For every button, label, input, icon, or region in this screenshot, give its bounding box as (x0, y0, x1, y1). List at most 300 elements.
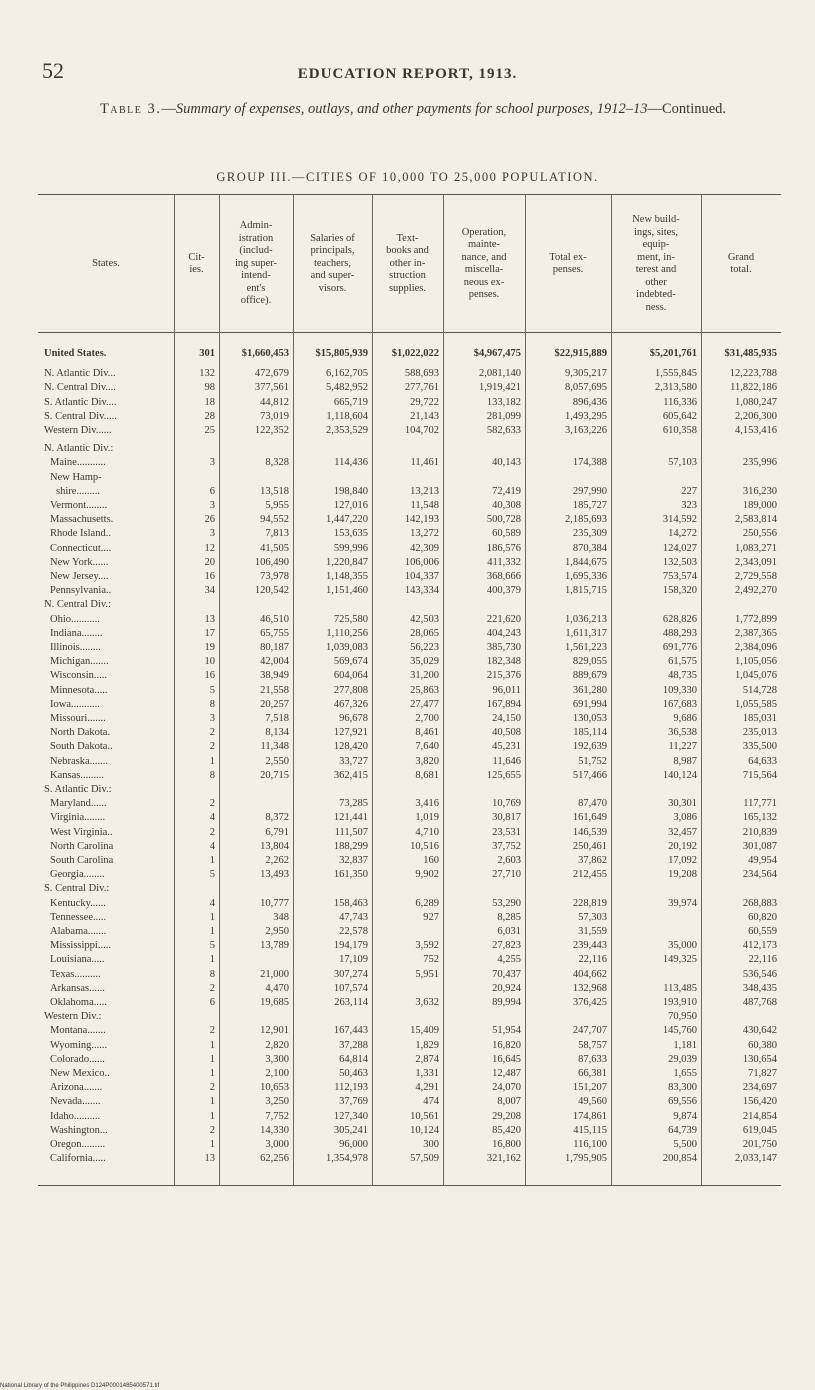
cell-total-expenses: 212,455 (572, 869, 607, 881)
table-row (38, 442, 781, 455)
cell-total-expenses: 517,466 (572, 769, 607, 781)
cell-new-buildings: 109,330 (662, 684, 697, 696)
table-row (38, 698, 781, 711)
cell-operation: 400,379 (486, 585, 521, 597)
cell-administration: 12,901 (260, 1025, 289, 1037)
state-label: Massachusetts. (50, 514, 114, 526)
cell-operation: 133,182 (486, 396, 521, 408)
table-row (38, 982, 781, 995)
cell-total-expenses: 37,862 (578, 855, 607, 866)
cell-salaries: 277,808 (333, 684, 368, 696)
table-caption: Summary of expenses, outlays, and other payments for school purposes, 1912–13 (175, 101, 648, 117)
cell-cities: 2 (209, 826, 215, 838)
cell-grand-total: 2,583,814 (735, 514, 777, 526)
cell-textbooks: 2,874 (415, 1053, 439, 1065)
cell-textbooks: 277,761 (404, 382, 439, 394)
cell-total-expenses: 8,057,695 (565, 382, 607, 394)
cell-operation: 2,603 (497, 855, 521, 866)
cell-salaries: 112,193 (334, 1082, 368, 1094)
cell-textbooks: 4,291 (415, 1082, 439, 1094)
cell-new-buildings: 488,293 (662, 627, 697, 639)
state-label: Washington... (50, 1124, 108, 1136)
cell-operation: 125,655 (486, 769, 521, 781)
table-row (38, 1010, 781, 1023)
cell-operation: 40,143 (492, 457, 521, 469)
cell-cities: 1 (209, 911, 215, 923)
cell-total-expenses: 829,055 (572, 656, 607, 668)
cell-textbooks: 1,019 (415, 812, 439, 824)
cell-new-buildings: 83,300 (668, 1082, 697, 1094)
cell-salaries: 604,064 (333, 670, 368, 682)
cell-grand-total: 2,206,300 (735, 410, 777, 422)
cell-grand-total: 60,380 (748, 1039, 777, 1051)
cell-total-expenses: 1,795,905 (565, 1153, 607, 1165)
state-label: Georgia........ (50, 869, 105, 881)
cell-administration: 8,328 (265, 457, 289, 469)
table-row (38, 598, 781, 611)
state-label: shire......... (56, 485, 101, 497)
cell-salaries: 96,000 (339, 1139, 368, 1150)
cell-operation: $4,967,475 (473, 348, 521, 359)
table-row (38, 797, 781, 810)
cell-total-expenses: 415,115 (573, 1124, 607, 1136)
group-title: GROUP III.—CITIES OF 10,000 TO 25,000 POPULATION. (216, 170, 599, 184)
cell-grand-total: 1,083,271 (735, 542, 777, 554)
cell-operation: 281,099 (486, 410, 521, 422)
cell-cities: 2 (209, 727, 215, 739)
cell-textbooks: 10,124 (410, 1124, 439, 1136)
cell-administration: 80,187 (260, 642, 289, 653)
cell-cities: 13 (204, 613, 215, 625)
cell-administration: 3,300 (265, 1053, 289, 1065)
cell-cities: 2 (209, 1124, 215, 1136)
cell-grand-total: 210,839 (742, 826, 777, 838)
state-label: South Dakota.. (50, 741, 113, 753)
cell-operation: 29,208 (492, 1110, 521, 1122)
cell-administration: 120,542 (254, 585, 289, 597)
cell-textbooks: 1,331 (415, 1068, 439, 1079)
cell-total-expenses: 58,757 (578, 1039, 607, 1051)
state-label: New York...... (50, 556, 109, 568)
cell-grand-total: 1,080,247 (735, 396, 777, 408)
table-row (38, 840, 781, 853)
cell-new-buildings: 2,313,580 (655, 382, 697, 394)
state-label: Virginia........ (50, 812, 106, 824)
cell-grand-total: 130,654 (742, 1053, 777, 1065)
cell-textbooks: 57,509 (410, 1153, 439, 1165)
cell-new-buildings: 116,336 (663, 396, 697, 408)
cell-cities: 8 (209, 968, 215, 980)
cell-cities: 3 (209, 500, 215, 511)
cell-salaries: 1,151,460 (326, 585, 368, 597)
cell-grand-total: 430,642 (742, 1025, 777, 1037)
cell-grand-total: 619,045 (742, 1124, 777, 1136)
cell-total-expenses: 1,815,715 (565, 585, 607, 597)
cell-cities: 17 (204, 627, 215, 639)
cell-grand-total: 4,153,416 (735, 425, 777, 436)
cell-textbooks: 15,409 (410, 1025, 439, 1037)
cell-operation: 6,031 (497, 926, 521, 937)
cell-operation: 27,710 (492, 869, 521, 881)
cell-cities: 19 (204, 642, 215, 653)
cell-cities: 1 (209, 954, 215, 966)
cell-salaries: 1,447,220 (326, 514, 368, 526)
cell-total-expenses: 247,707 (572, 1025, 607, 1037)
column-header-states: States. (92, 257, 120, 269)
state-label: Minnesota..... (50, 684, 108, 696)
cell-salaries: 127,016 (333, 500, 368, 511)
cell-grand-total: 11,822,186 (730, 382, 777, 394)
cell-administration: 65,755 (260, 627, 289, 639)
table-row (38, 996, 781, 1009)
cell-total-expenses: 185,114 (573, 727, 607, 739)
state-label: Arkansas...... (50, 982, 105, 994)
cell-administration: 8,372 (265, 812, 289, 824)
cell-textbooks: 11,461 (410, 457, 439, 469)
cell-total-expenses: 376,425 (572, 997, 607, 1008)
state-label: S. Atlantic Div.... (44, 396, 117, 408)
cell-new-buildings: 1,555,845 (655, 368, 697, 380)
cell-textbooks: 752 (423, 954, 439, 966)
state-label: Indiana........ (50, 627, 103, 639)
table-row (38, 1138, 781, 1151)
cell-operation: 30,817 (492, 812, 521, 824)
cell-textbooks: 3,632 (415, 997, 439, 1008)
state-label: Michigan....... (50, 656, 109, 668)
cell-grand-total: 189,000 (742, 500, 777, 511)
cell-new-buildings: 605,642 (662, 410, 697, 422)
table-row (38, 811, 781, 824)
cell-new-buildings: $5,201,761 (649, 348, 697, 359)
cell-total-expenses: 146,539 (572, 826, 607, 838)
cell-administration: 7,518 (265, 713, 289, 724)
table-row (38, 570, 781, 583)
state-label: Louisiana..... (50, 954, 105, 966)
state-label: N. Atlantic Div.: (44, 443, 114, 455)
cell-new-buildings: 11,227 (668, 741, 697, 753)
cell-operation: 10,769 (492, 798, 521, 810)
cell-operation: 11,646 (492, 755, 521, 767)
cell-administration: 2,262 (265, 855, 289, 866)
cell-total-expenses: 66,381 (578, 1068, 607, 1079)
cell-grand-total: 235,013 (742, 727, 777, 739)
cell-new-buildings: 20,192 (668, 840, 697, 852)
cell-total-expenses: 51,752 (578, 755, 607, 767)
cell-grand-total: 1,055,585 (735, 698, 777, 710)
cell-operation: 16,820 (492, 1039, 521, 1051)
cell-grand-total: 2,384,096 (735, 642, 777, 653)
cell-total-expenses: 174,388 (572, 457, 607, 469)
state-label: Missouri....... (50, 713, 106, 724)
cell-administration: 42,004 (260, 656, 289, 668)
table-row (38, 925, 781, 938)
cell-administration: 377,561 (254, 382, 289, 394)
cell-administration: 3,250 (265, 1096, 289, 1108)
cell-new-buildings: 193,910 (662, 997, 697, 1008)
cell-new-buildings: 113,485 (663, 982, 697, 994)
table-row (38, 556, 781, 569)
table-row (38, 1095, 781, 1108)
cell-administration: $1,660,453 (241, 348, 289, 359)
cell-new-buildings: 61,575 (668, 656, 697, 668)
cell-grand-total: 156,420 (742, 1096, 777, 1108)
cell-new-buildings: 39,974 (668, 897, 697, 909)
cell-total-expenses: 361,280 (572, 684, 607, 696)
cell-cities: 16 (204, 571, 215, 582)
cell-new-buildings: 149,325 (662, 954, 697, 966)
state-label: Maine........... (50, 457, 106, 469)
cell-textbooks: 927 (423, 911, 439, 923)
table-row (38, 755, 781, 768)
cell-total-expenses: 87,470 (578, 798, 607, 810)
cell-administration: 13,789 (260, 940, 289, 952)
cell-administration: 21,558 (260, 684, 289, 696)
cell-new-buildings: 30,301 (668, 798, 697, 810)
cell-administration: 13,518 (260, 485, 289, 497)
cell-salaries: 127,340 (333, 1110, 368, 1122)
cell-new-buildings: 69,556 (668, 1096, 697, 1108)
cell-operation: 20,924 (492, 982, 521, 994)
cell-administration: 73,019 (260, 410, 289, 422)
table-row (38, 1024, 781, 1037)
state-label: California..... (50, 1153, 106, 1165)
state-label: New Jersey.... (50, 571, 109, 582)
cell-cities: 1 (209, 1096, 215, 1108)
cell-administration: 94,552 (260, 514, 289, 526)
cell-administration: 21,000 (260, 968, 289, 980)
cell-textbooks: 3,592 (415, 940, 439, 952)
cell-grand-total: 117,771 (743, 798, 777, 810)
cell-textbooks: 3,820 (415, 755, 439, 767)
table-row (38, 939, 781, 952)
state-label: North Carolina (50, 840, 114, 852)
cell-salaries: 37,769 (339, 1096, 368, 1108)
table-row (38, 513, 781, 526)
cell-textbooks: 143,334 (404, 585, 439, 597)
table-bottom-rule (38, 1185, 781, 1186)
cell-salaries: 188,299 (333, 840, 368, 852)
cell-total-expenses: 192,639 (572, 741, 607, 753)
table-row (38, 1152, 781, 1165)
cell-salaries: 111,507 (334, 826, 368, 838)
cell-grand-total: 234,697 (742, 1082, 777, 1094)
state-label: Connecticut.... (50, 542, 112, 554)
cell-cities: 3 (209, 713, 215, 724)
state-label: Oregon......... (50, 1139, 106, 1150)
cell-grand-total: 185,031 (742, 713, 777, 724)
cell-salaries: 599,996 (333, 542, 368, 554)
state-label: S. Central Div.: (44, 883, 110, 895)
cell-salaries: 305,241 (333, 1124, 368, 1136)
column-header-new-buildings: New build- ings, sites, equip- ment, in- terest and other indebted- ness. (632, 214, 680, 313)
cell-administration: 41,505 (260, 542, 289, 554)
cell-administration: 3,000 (265, 1139, 289, 1150)
table-title: Table 3.—Summary of expenses, outlays, and other payments for school purposes, 1912–13—Continued. (99, 101, 727, 117)
cell-operation: 70,437 (492, 968, 521, 980)
cell-operation: 40,508 (492, 727, 521, 739)
state-label: Nevada....... (50, 1096, 101, 1108)
cell-cities: 4 (209, 840, 215, 852)
state-label: Pennsylvania.. (50, 585, 112, 597)
cell-grand-total: 60,820 (748, 911, 777, 923)
state-label: Tennessee..... (50, 911, 107, 923)
state-label: N. Central Div.: (44, 599, 111, 611)
cell-grand-total: 1,772,899 (735, 613, 777, 625)
cell-new-buildings: 29,039 (668, 1053, 697, 1065)
table-row (38, 1081, 781, 1094)
cell-salaries: 50,463 (339, 1068, 368, 1079)
table-row (38, 471, 781, 484)
cell-salaries: 1,220,847 (326, 556, 368, 568)
cell-operation: 411,332 (487, 556, 521, 568)
cell-operation: 40,308 (492, 500, 521, 511)
cell-operation: 85,420 (492, 1124, 521, 1136)
state-label: Western Div.: (44, 1011, 102, 1023)
table-row (38, 684, 781, 697)
cell-operation: 582,633 (486, 425, 521, 436)
cell-grand-total: 2,387,365 (735, 627, 777, 639)
cell-total-expenses: 2,185,693 (565, 514, 607, 526)
cell-cities: 16 (204, 670, 215, 682)
cell-new-buildings: 753,574 (662, 571, 697, 582)
cell-operation: 186,576 (486, 542, 521, 554)
cell-new-buildings: 35,000 (668, 940, 697, 952)
cell-grand-total: 2,343,091 (735, 556, 777, 568)
cell-total-expenses: 870,384 (572, 542, 607, 554)
cell-textbooks: 11,548 (410, 500, 439, 511)
cell-cities: 3 (209, 457, 215, 469)
table-row (38, 968, 781, 981)
cell-grand-total: 316,230 (742, 485, 777, 497)
cell-administration: 2,820 (265, 1039, 289, 1051)
total-row (38, 347, 781, 360)
table-row (38, 769, 781, 782)
table-row (38, 854, 781, 867)
cell-textbooks: 142,193 (404, 514, 439, 526)
cell-total-expenses: 239,443 (572, 940, 607, 952)
state-label: N. Atlantic Div... (44, 368, 116, 380)
cell-textbooks: $1,022,022 (391, 348, 439, 359)
cell-textbooks: 27,477 (410, 698, 439, 710)
cell-total-expenses: 1,844,675 (565, 556, 607, 568)
cell-grand-total: 715,564 (742, 769, 777, 781)
cell-grand-total: 234,564 (742, 869, 777, 881)
table-row (38, 1124, 781, 1137)
cell-salaries: 107,574 (333, 982, 368, 994)
cell-textbooks: 28,065 (410, 627, 439, 639)
state-label: Alabama....... (50, 926, 107, 937)
cell-textbooks: 6,289 (415, 897, 439, 909)
cell-administration: 11,348 (260, 741, 289, 753)
cell-textbooks: 160 (423, 855, 439, 866)
cell-administration: 10,777 (260, 897, 289, 909)
cell-administration: 14,330 (260, 1124, 289, 1136)
cell-new-buildings: 691,776 (662, 642, 697, 653)
cell-administration: 4,470 (265, 982, 289, 994)
cell-cities: 10 (204, 656, 215, 668)
cell-salaries: 114,436 (334, 457, 368, 469)
cell-total-expenses: 691,994 (572, 698, 607, 710)
cell-cities: 1 (209, 1110, 215, 1122)
table-row (38, 396, 781, 409)
cell-grand-total: 49,954 (748, 855, 777, 866)
cell-salaries: 1,354,978 (326, 1153, 368, 1165)
cell-grand-total: 214,854 (742, 1110, 777, 1122)
cell-textbooks: 13,272 (410, 528, 439, 540)
table-label: Table 3. (99, 101, 162, 117)
state-label: Western Div...... (44, 425, 112, 436)
cell-cities: 2 (209, 741, 215, 753)
cell-operation: 404,243 (486, 627, 521, 639)
cell-administration: 472,679 (254, 368, 289, 380)
cell-cities: 4 (209, 812, 215, 824)
table-row (38, 410, 781, 423)
cell-administration: 19,685 (260, 997, 289, 1008)
table-row (38, 726, 781, 739)
cell-administration: 7,813 (265, 528, 289, 540)
cell-textbooks: 5,951 (415, 968, 439, 980)
cell-administration: 73,978 (260, 571, 289, 582)
column-header-grand-total: Grand total. (727, 251, 755, 275)
cell-total-expenses: 22,116 (578, 954, 607, 966)
cell-grand-total: 268,883 (742, 897, 777, 909)
cell-salaries: 22,578 (339, 926, 368, 937)
state-label: Kentucky...... (50, 897, 106, 909)
cell-grand-total: 71,827 (748, 1068, 777, 1079)
column-header-cities: Cit- ies. (188, 251, 205, 275)
cell-operation: 8,285 (497, 911, 521, 923)
cell-textbooks: 300 (423, 1139, 439, 1150)
cell-total-expenses: 31,559 (578, 926, 607, 937)
cell-textbooks: 2,700 (415, 713, 439, 724)
cell-new-buildings: 167,683 (662, 698, 697, 710)
cell-administration: 2,100 (265, 1068, 289, 1079)
state-label: Colorado...... (50, 1053, 105, 1065)
state-label: South Carolina (50, 855, 114, 866)
cell-textbooks: 1,829 (415, 1039, 439, 1051)
cell-cities: 34 (204, 585, 215, 597)
cell-cities: 5 (209, 869, 215, 881)
cell-total-expenses: 889,679 (572, 670, 607, 682)
cell-new-buildings: 64,739 (668, 1124, 697, 1136)
cell-cities: 2 (209, 982, 215, 994)
cell-administration: 38,949 (260, 670, 289, 682)
cell-total-expenses: 87,633 (578, 1053, 607, 1065)
state-label: New Hamp- (50, 471, 102, 483)
cell-grand-total: 536,546 (742, 968, 777, 980)
cell-new-buildings: 158,320 (662, 585, 697, 597)
table-row (38, 499, 781, 512)
cell-operation: 24,150 (492, 713, 521, 724)
cell-cities: 2 (209, 1025, 215, 1037)
cell-operation: 321,162 (486, 1153, 521, 1165)
cell-operation: 16,800 (492, 1139, 521, 1150)
cell-new-buildings: 140,124 (662, 769, 697, 781)
state-label: Arizona....... (50, 1082, 103, 1094)
cell-new-buildings: 132,503 (662, 556, 697, 568)
cell-salaries: 33,727 (339, 755, 368, 767)
cell-textbooks: 10,516 (410, 840, 439, 852)
cell-textbooks: 35,029 (410, 656, 439, 668)
cell-grand-total: 165,132 (742, 812, 777, 824)
cell-cities: 12 (204, 542, 215, 554)
table-row (38, 381, 781, 394)
column-header-textbooks: Text- books and other in- struction supplies. (386, 232, 429, 294)
cell-textbooks: 42,309 (410, 542, 439, 554)
cell-grand-total: 235,996 (742, 457, 777, 469)
state-label: Wyoming...... (50, 1039, 108, 1051)
cell-grand-total: 2,492,270 (735, 585, 777, 597)
